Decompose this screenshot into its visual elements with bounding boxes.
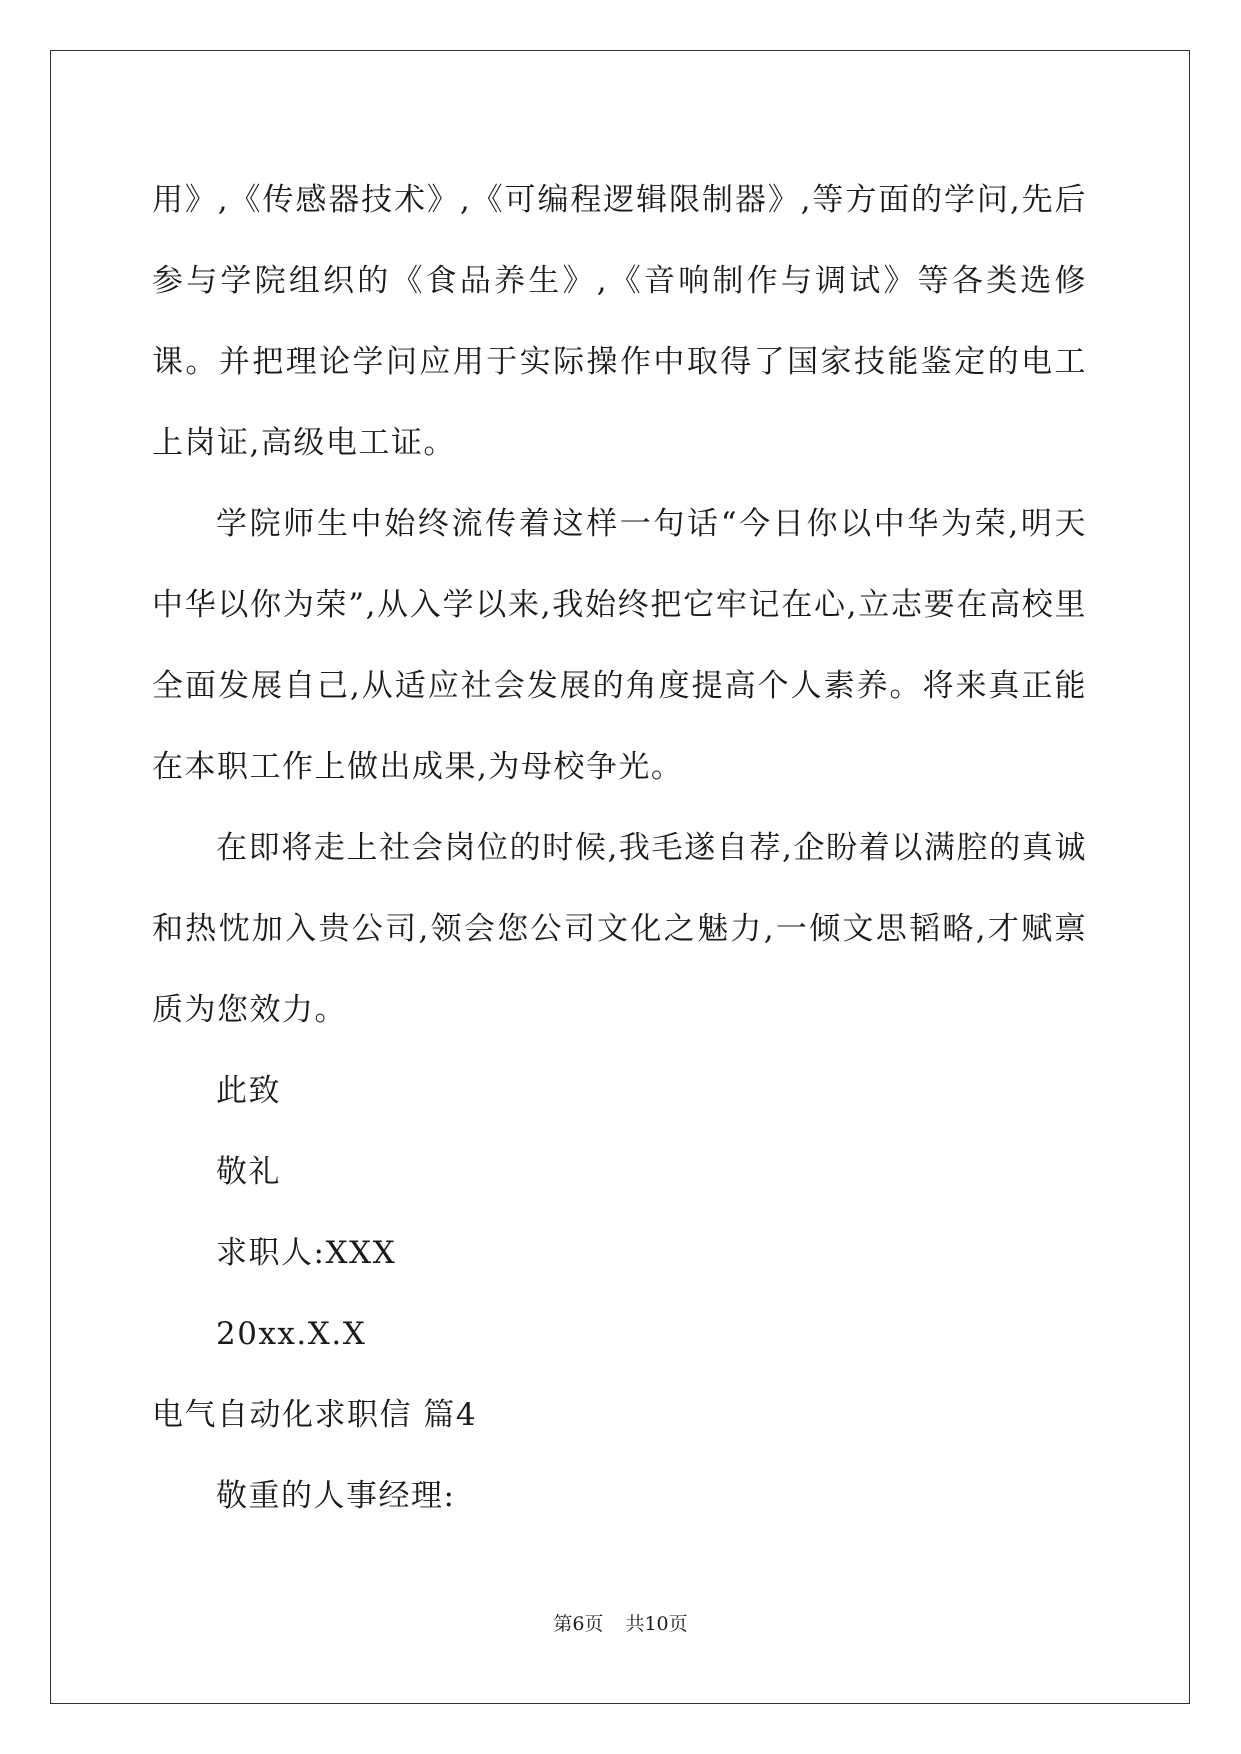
page-total: 共10页 <box>625 1613 688 1635</box>
document-body <box>152 160 1087 1537</box>
section-heading: 电气自动化求职信 篇4 <box>152 1397 478 1433</box>
salute-line: 敬礼 <box>216 1154 281 1190</box>
paragraph-2: 学院师生中始终流传着这样一句话“今日你以中华为荣,明天中华以你为荣”,从入学以来,我始终把它牢记在心,立志要在高校里全面发展自己,从适应社会发展的角度提高个人素养。将来真正能在本职工作上做出成果,为母校争光。 <box>152 506 1087 785</box>
signature-line: 求职人:XXX <box>216 1235 397 1271</box>
greeting-line: 敬重的人事经理: <box>216 1478 456 1514</box>
date-line: 20xx.X.X <box>216 1316 367 1352</box>
closing-line: 此致 <box>216 1073 281 1109</box>
paragraph-1: 用》,《传感器技术》,《可编程逻辑限制器》,等方面的学问,先后参与学院组织的《食品养生》,《音响制作与调试》等各类选修课。并把理论学问应用于实际操作中取得了国家技能鉴定的电工上岗证,高级电工证。 <box>152 182 1087 461</box>
paragraph-3: 在即将走上社会岗位的时候,我毛遂自荐,企盼着以满腔的真诚和热忱加入贵公司,领会您公司文化之魅力,一倾文思韬略,才赋禀质为您效力。 <box>152 830 1087 1028</box>
page-footer <box>0 1609 1241 1636</box>
page-current: 第6页 <box>553 1613 604 1635</box>
